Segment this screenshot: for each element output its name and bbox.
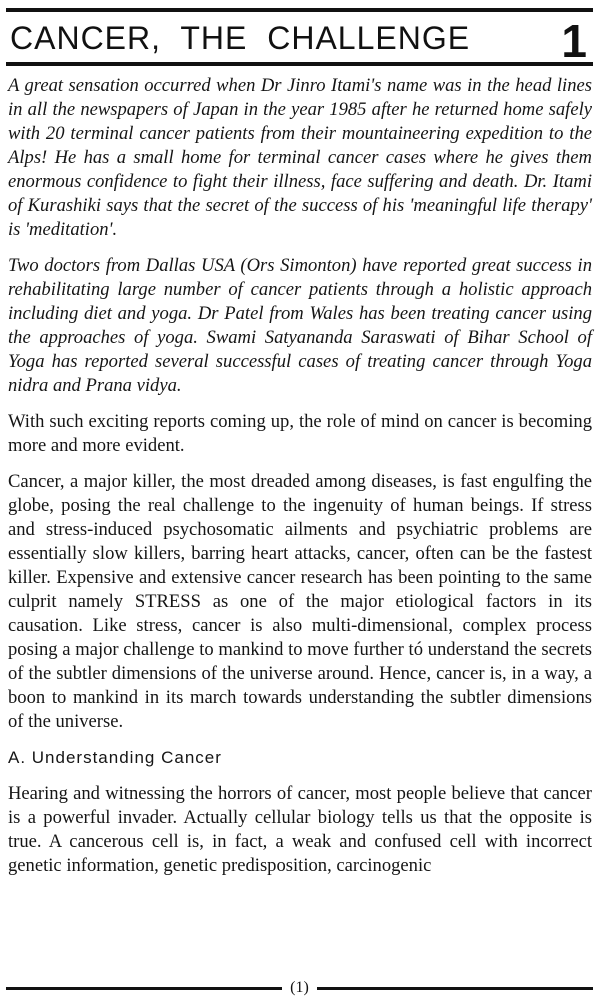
footer-right-rule [317,987,593,990]
chapter-content [8,74,592,890]
chapter-title: CANCER, THE CHALLENGE [10,20,471,56]
paragraph-major-killer: Cancer, a major killer, the most dreaded among diseases, is fast engulfing the globe, posing the real challenge to the ingenuity of human beings. If stress and stress-induced psychosomatic ailments and psychiatric problems are essentially slow killers, barring heart attacks, cancer, often can be the fastest killer. Expensive and extensive cancer research has been pointing to the same culprit namely STRESS as one of the major etiological factors in its causation. Like stress, cancer is also multi-dimensional, complex process posing a major challenge to mankind to move further tó understand the secrets of the subtler dimensions of the universe around. Hence, cancer is, in a way, a boon to mankind in its march towards understanding the subtler dimensions of the universe. [8,471,592,732]
page-number: (1) [290,979,309,996]
chapter-number: 1 [561,15,587,67]
page-footer [6,978,593,998]
chapter-header [6,12,593,66]
intro-paragraph-dallas: Two doctors from Dallas USA (Ors Simonton) have reported great success in rehabilitating large number of cancer patients through a holistic approach including diet and yoga. Dr Patel from Wales has been treating cancer using the approaches of yoga. Swami Satyananda Saraswati of Bihar School of Yoga has reported several successful cases of treating cancer through Yoga nidra and Prana vidya. [8,255,592,396]
paragraph-mind-role: With such exciting reports coming up, the role of mind on cancer is becoming more and more evident. [8,411,592,456]
section-heading: A. Understanding Cancer [8,748,222,767]
intro-paragraph-itami: A great sensation occurred when Dr Jinro Itami's name was in the head lines in all the newspapers of Japan in the year 1985 after he returned home safely with 20 terminal cancer patients from their mountaineering expedition to the Alps! He has a small home for terminal cancer cases where he gives them enormous confidence to fight their illness, face suffering and death. Dr. Itami of Kurashiki says that the secret of the success of his 'meaningful life therapy' is 'meditation'. [8,75,592,240]
section-paragraph: Hearing and witnessing the horrors of cancer, most people believe that cancer is a powerful invader. Actually cellular biology tells us that the opposite is true. A cancerous cell is, in fact, a weak and confused cell with incorrect genetic information, genetic predisposition, carcinogenic [8,783,592,876]
footer-left-rule [6,987,282,990]
